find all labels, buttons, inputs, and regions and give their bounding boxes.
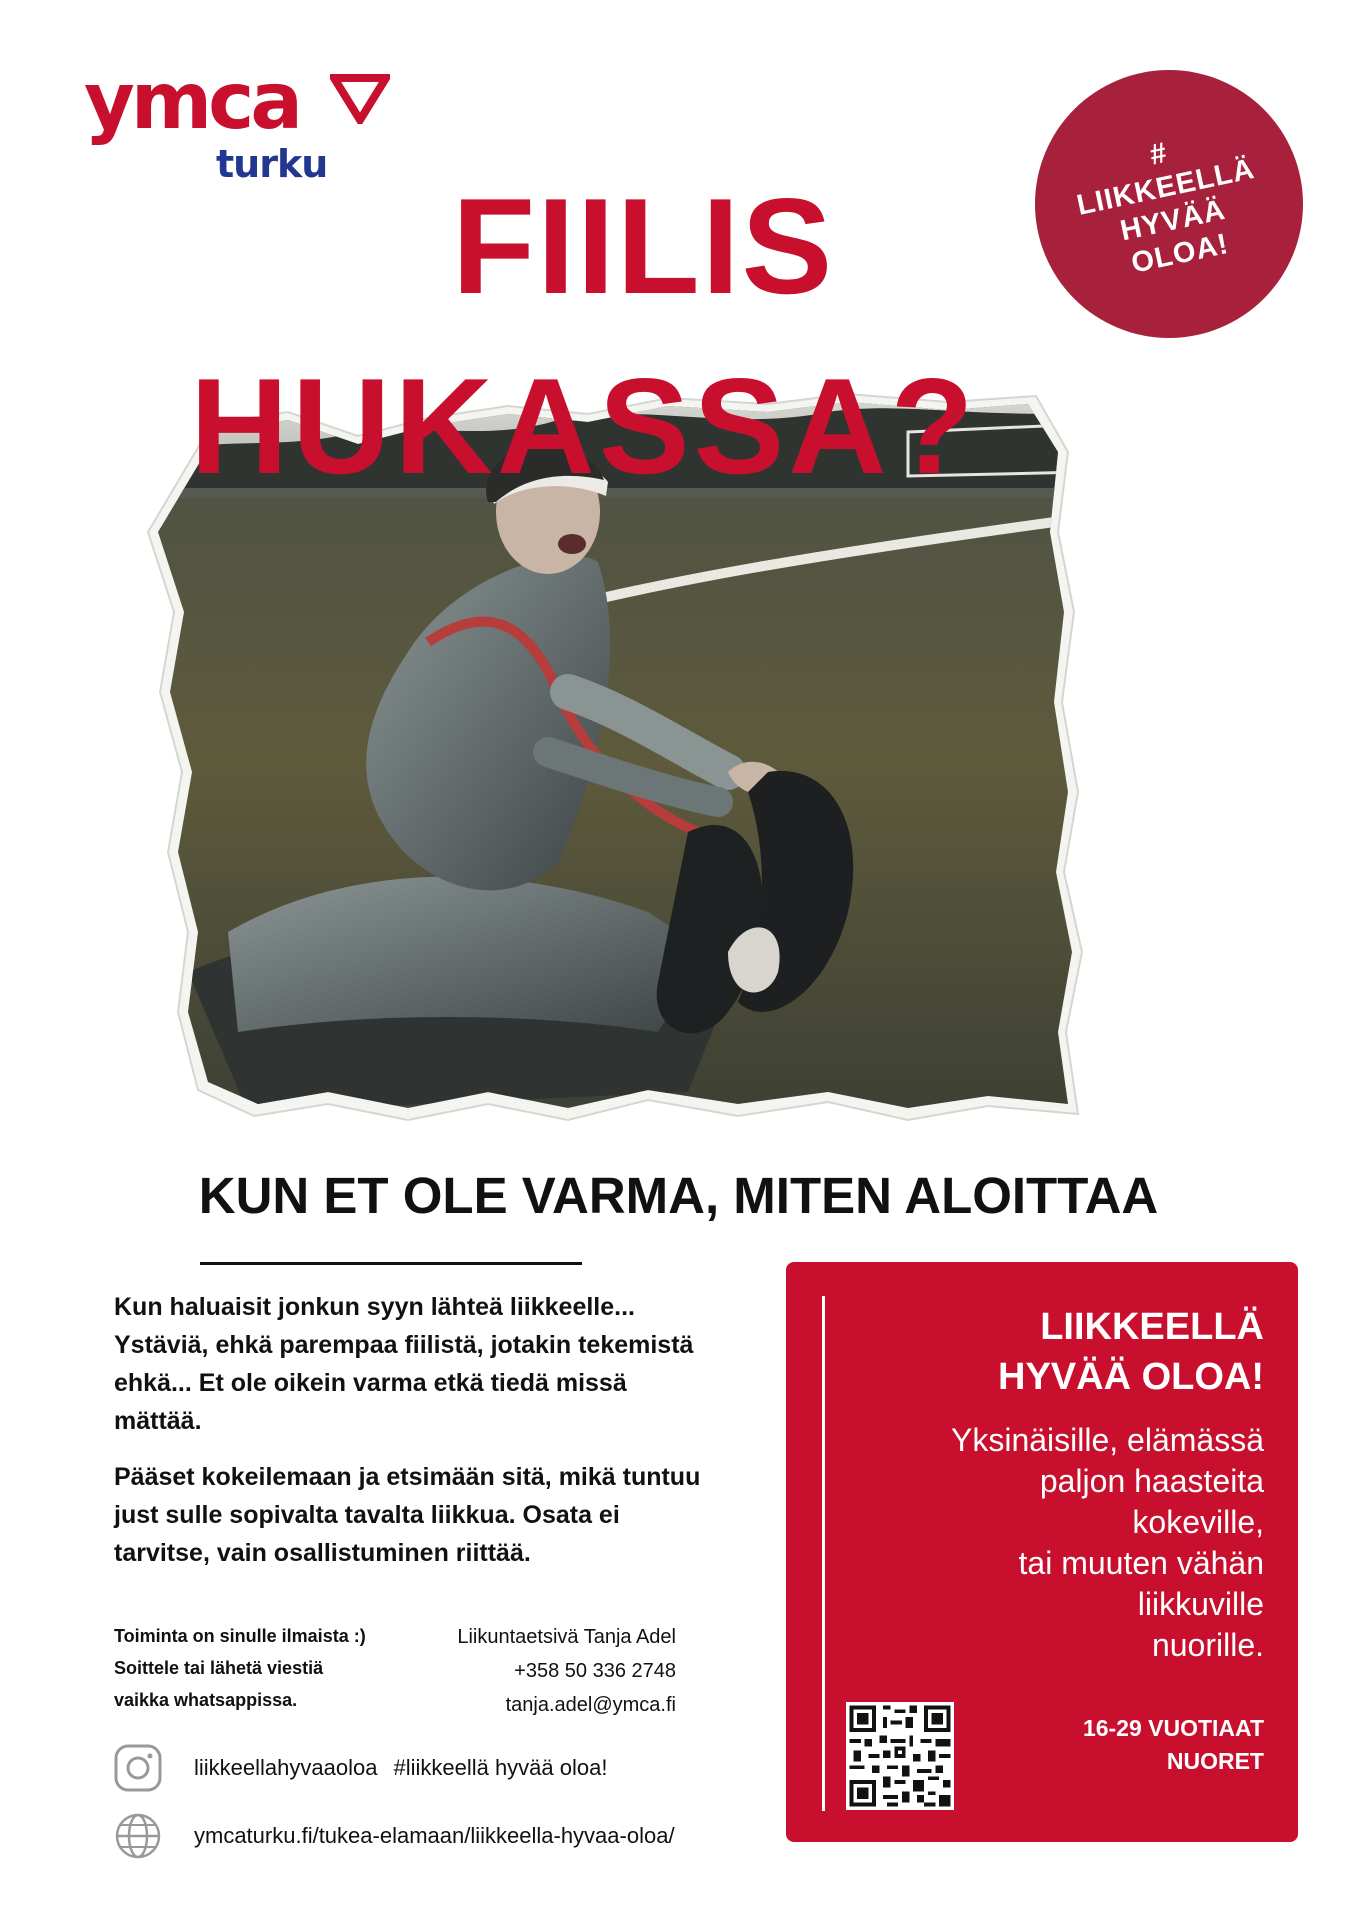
panel-age-group: 16-29 VUOTIAAT NUORET	[1082, 1715, 1264, 1774]
body-paragraph-1: Kun haluaisit jonkun syyn lähteä liikkeelle... Ystäviä, ehkä parempaa fiilistä, jotakin tekemistä ehkä... Et ole oikein varma etkä tiedä missä mättää.	[114, 1293, 694, 1435]
logo-city-text: turku	[216, 142, 328, 186]
panel-title: LIIKKEELLÄ HYVÄÄ OLOA!	[998, 1306, 1264, 1398]
subheading: KUN ET OLE VARMA, MITEN ALOITTAA	[198, 1167, 1159, 1224]
instagram-row[interactable]	[112, 1742, 607, 1794]
logo-ymca-text: ymca	[84, 57, 299, 147]
info-panel	[786, 1262, 1298, 1842]
contact-name: Liikuntaetsivä Tanja Adel	[457, 1626, 676, 1648]
logo-triangle-icon	[330, 72, 390, 124]
instagram-icon	[112, 1742, 164, 1794]
stretching-athlete-photo	[128, 392, 1128, 1128]
free-activity-info	[114, 1620, 434, 1716]
website-link[interactable]: ymcaturku.fi/tukea-elamaan/liikkeella-hyvaa-oloa/	[194, 1823, 675, 1848]
panel-divider-line	[822, 1296, 825, 1811]
body-paragraph-2: Pääset kokeilemaan ja etsimään sitä, mikä tuntuu just sulle sopivalta tavalta liikkua. Osata ei tarvitse, vain osallistuminen riittää.	[114, 1463, 701, 1567]
free-info-line-3: vaikka whatsappissa.	[114, 1690, 298, 1710]
divider-rule	[200, 1262, 582, 1265]
qr-code-icon[interactable]	[846, 1702, 954, 1810]
free-info-line-2: Soittele tai lähetä viestiä	[114, 1658, 324, 1678]
contact-email[interactable]: tanja.adel@ymca.fi	[505, 1694, 676, 1716]
free-info-line-1: Toiminta on sinulle ilmaista :)	[114, 1626, 366, 1646]
ymca-turku-logo	[84, 57, 384, 192]
contact-info	[400, 1620, 676, 1722]
instagram-handle[interactable]: liikkeellahyvaaoloa	[194, 1755, 378, 1780]
hashtag-badge	[1035, 70, 1303, 338]
website-row[interactable]	[112, 1810, 675, 1862]
badge-text: # LIIKKEELLÄ HYVÄÄ OLOA!	[1073, 136, 1258, 280]
headline-line-2: HUKASSA?	[190, 350, 978, 502]
headline-line-1: FIILIS	[452, 170, 835, 322]
contact-phone[interactable]: +358 50 336 2748	[514, 1660, 676, 1682]
panel-body: Yksinäisille, elämässä paljon haasteita kokeville, tai muuten vähän liikkuville nuorille.	[950, 1422, 1264, 1663]
globe-icon	[112, 1810, 164, 1862]
hashtag-text: #liikkeellä hyvää oloa!	[393, 1755, 608, 1780]
